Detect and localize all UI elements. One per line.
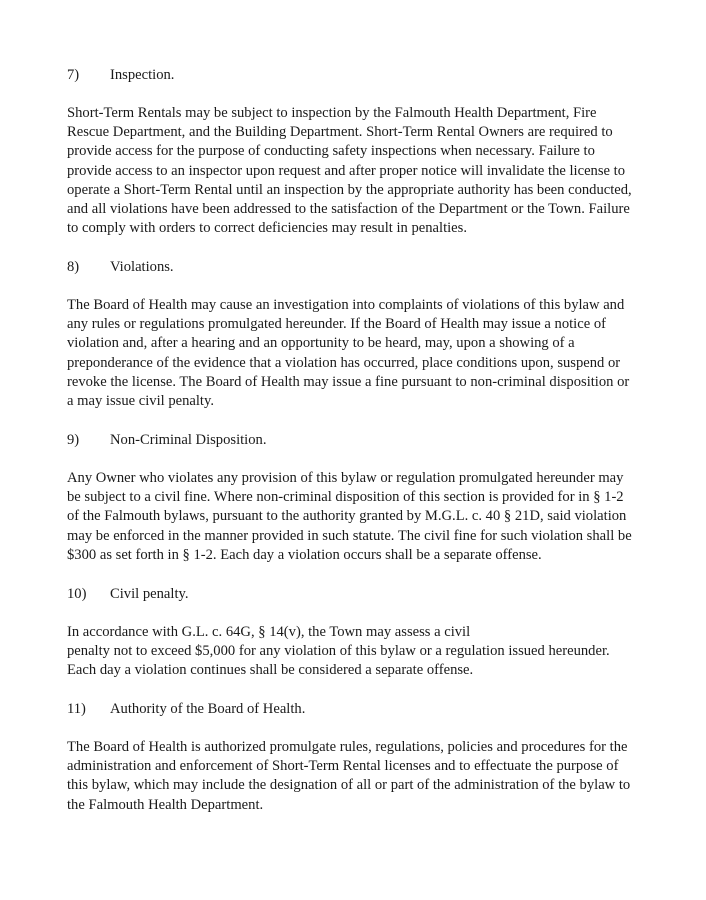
text-line: penalty not to exceed $5,000 for any violation of this bylaw or a regulation issued hereunder. xyxy=(67,643,610,660)
text-line: be subject to a civil fine. Where non-criminal disposition of this section is provided for in § 1-2 xyxy=(67,489,624,506)
text-line: administration and enforcement of Short-Term Rental licenses and to effectuate the purpose of xyxy=(67,758,619,775)
text-line: may be enforced in the manner provided in such statute. The civil fine for such violation shall be xyxy=(67,527,632,544)
section-title: Civil penalty. xyxy=(110,586,189,602)
text-line: operate a Short-Term Rental until an inspection by the appropriate authority has been conducted, xyxy=(67,181,632,198)
text-line: Short-Term Rentals may be subject to inspection by the Falmouth Health Department, Fire xyxy=(67,105,597,121)
section-body-non-criminal-disposition xyxy=(67,469,637,565)
text-line: In accordance with G.L. c. 64G, § 14(v), the Town may assess a civil xyxy=(67,624,471,640)
section-heading-violations xyxy=(67,258,174,277)
text-line: preponderance of the evidence that a violation has occurred, place conditions upon, suspend or xyxy=(67,354,621,371)
text-line: The Board of Health is authorized promulgate rules, regulations, policies and procedures for the xyxy=(67,739,628,755)
section-title: Inspection. xyxy=(110,67,175,83)
section-body-civil-penalty xyxy=(67,623,637,681)
section-body-violations xyxy=(67,296,637,411)
text-line: $300 as set forth in § 1-2. Each day a violation occurs shall be a separate offense. xyxy=(67,546,542,563)
text-line: this bylaw, which may include the designation of all or part of the administration of the bylaw to xyxy=(67,777,631,794)
text-line: The Board of Health may cause an investigation into complaints of violations of this bylaw and xyxy=(67,297,625,313)
text-line: a may issue civil penalty. xyxy=(67,393,214,410)
section-body-inspection xyxy=(67,104,637,238)
text-line: of the Falmouth bylaws, pursuant to the authority granted by M.G.L. c. 40 § 21D, said violation xyxy=(67,508,627,525)
text-line: provide access to an inspector upon request and after proper notice will invalidate the license to xyxy=(67,162,626,179)
text-line: provide access for the purpose of conducting safety inspections when necessary. Failure to xyxy=(67,143,595,160)
section-number: 10) xyxy=(67,586,87,602)
text-line: to comply with orders to correct deficiencies may result in penalties. xyxy=(67,220,467,237)
section-title: Violations. xyxy=(110,259,174,275)
text-line: Any Owner who violates any provision of this bylaw or regulation promulgated hereunder may xyxy=(67,470,624,486)
section-number: 7) xyxy=(67,67,80,83)
text-line: Each day a violation continues shall be considered a separate offense. xyxy=(67,662,474,679)
section-title: Authority of the Board of Health. xyxy=(110,701,306,717)
section-heading-non-criminal-disposition xyxy=(67,431,266,450)
section-heading-inspection xyxy=(67,66,174,85)
text-line: any rules or regulations promulgated hereunder. If the Board of Health may issue a notice of xyxy=(67,316,606,333)
section-body-authority xyxy=(67,738,637,815)
text-line: and all violations have been addressed to the satisfaction of the Department or the Town. Failure xyxy=(67,201,630,218)
text-line: revoke the license. The Board of Health may issue a fine pursuant to non-criminal disposition or xyxy=(67,373,630,390)
section-number: 11) xyxy=(67,701,86,717)
text-line: the Falmouth Health Department. xyxy=(67,796,264,813)
section-heading-civil-penalty xyxy=(67,585,189,604)
section-number: 8) xyxy=(67,259,80,275)
section-number: 9) xyxy=(67,432,80,448)
text-line: violation and, after a hearing and an opportunity to be heard, may, upon a showing of a xyxy=(67,335,575,352)
text-line: Rescue Department, and the Building Department. Short-Term Rental Owners are required to xyxy=(67,124,613,141)
section-title: Non-Criminal Disposition. xyxy=(110,432,267,448)
section-heading-authority xyxy=(67,700,305,719)
